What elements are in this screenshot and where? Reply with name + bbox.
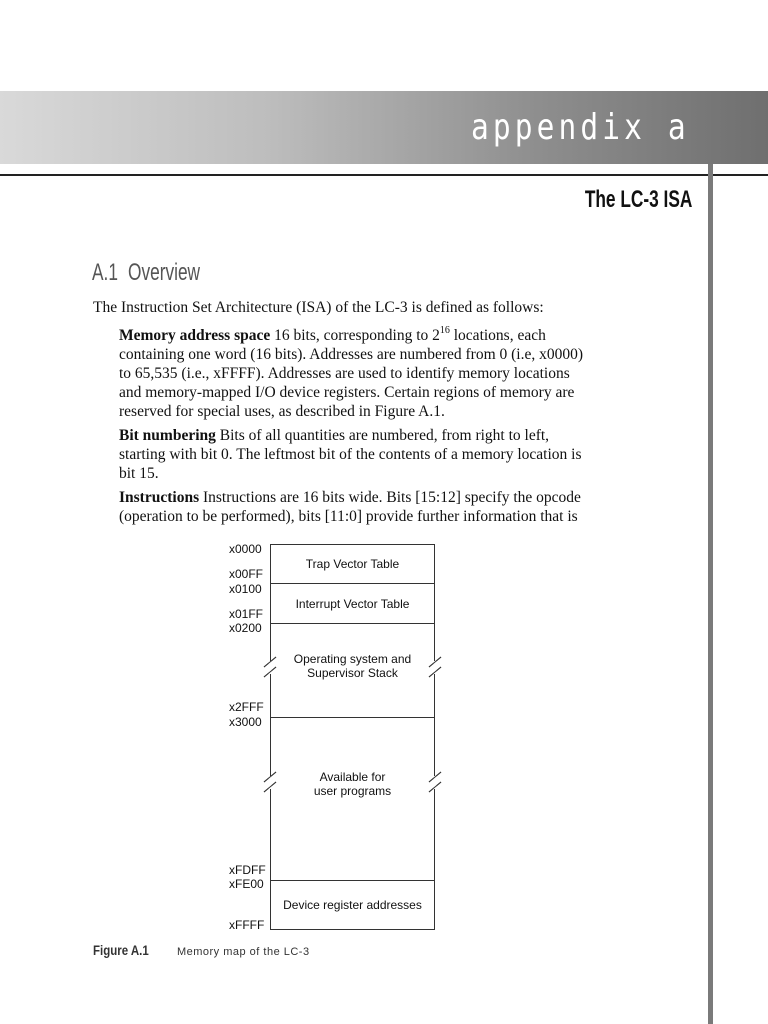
- region-label-trap: Trap Vector Table: [305, 557, 400, 571]
- address-label: x2FFF: [229, 700, 264, 714]
- term-bit-numbering: Bit numbering: [119, 427, 216, 444]
- address-label: xFE00: [229, 877, 264, 891]
- address-label: x0100: [229, 582, 262, 596]
- chapter-title: The LC-3 ISA: [584, 186, 692, 213]
- address-label: x00FF: [229, 567, 264, 581]
- term-instructions: Instructions: [119, 489, 200, 506]
- term-memory-address-space: Memory address space: [119, 327, 271, 344]
- appendix-label: appendix a: [471, 107, 690, 148]
- paragraph-text: Instructions are 16 bits wide. Bits [15:12] specify the opcode (operation to be performed), bits [11:0] provide further information that is: [119, 489, 581, 525]
- figure-number: Figure A.1: [93, 942, 149, 958]
- region-label-device: Device register addresses: [283, 898, 422, 912]
- intro-paragraph: The Instruction Set Architecture (ISA) of the LC-3 is defined as follows:: [93, 299, 544, 316]
- section-number: A.1: [92, 259, 118, 286]
- region-label-os: Operating system and Supervisor Stack: [293, 652, 412, 680]
- address-label: xFDFF: [229, 863, 266, 877]
- figure-caption: [93, 942, 310, 960]
- address-label: x01FF: [229, 607, 264, 621]
- address-label: xFFFF: [229, 918, 265, 932]
- exponent: 16: [439, 324, 450, 336]
- paragraph-text: Bits of all quantities are numbered, from right to left, starting with bit 0. The leftmost bit of the contents of a memory location is bit 15.: [119, 427, 582, 482]
- section-title: Overview: [128, 259, 201, 286]
- region-label-interrupt: Interrupt Vector Table: [295, 597, 410, 611]
- paragraph-text: locations, each containing one word (16 bits). Addresses are numbered from 0 (i.e, x0000) to 65,535 (i.e., xFFFF). Addresses are used to identify memory locations and memory-mapped I/O device registers. Certain regions of memory are reserved for special uses, as described in Figure A.1.: [119, 327, 584, 420]
- address-label: x0000: [229, 542, 262, 556]
- address-label: x0200: [229, 621, 262, 635]
- figure-caption-text: Memory map of the LC-3: [176, 946, 310, 958]
- paragraph-text: 16 bits, corresponding to 2: [270, 327, 440, 344]
- region-label-user: Available for user programs: [313, 770, 392, 798]
- address-label: x3000: [229, 715, 262, 729]
